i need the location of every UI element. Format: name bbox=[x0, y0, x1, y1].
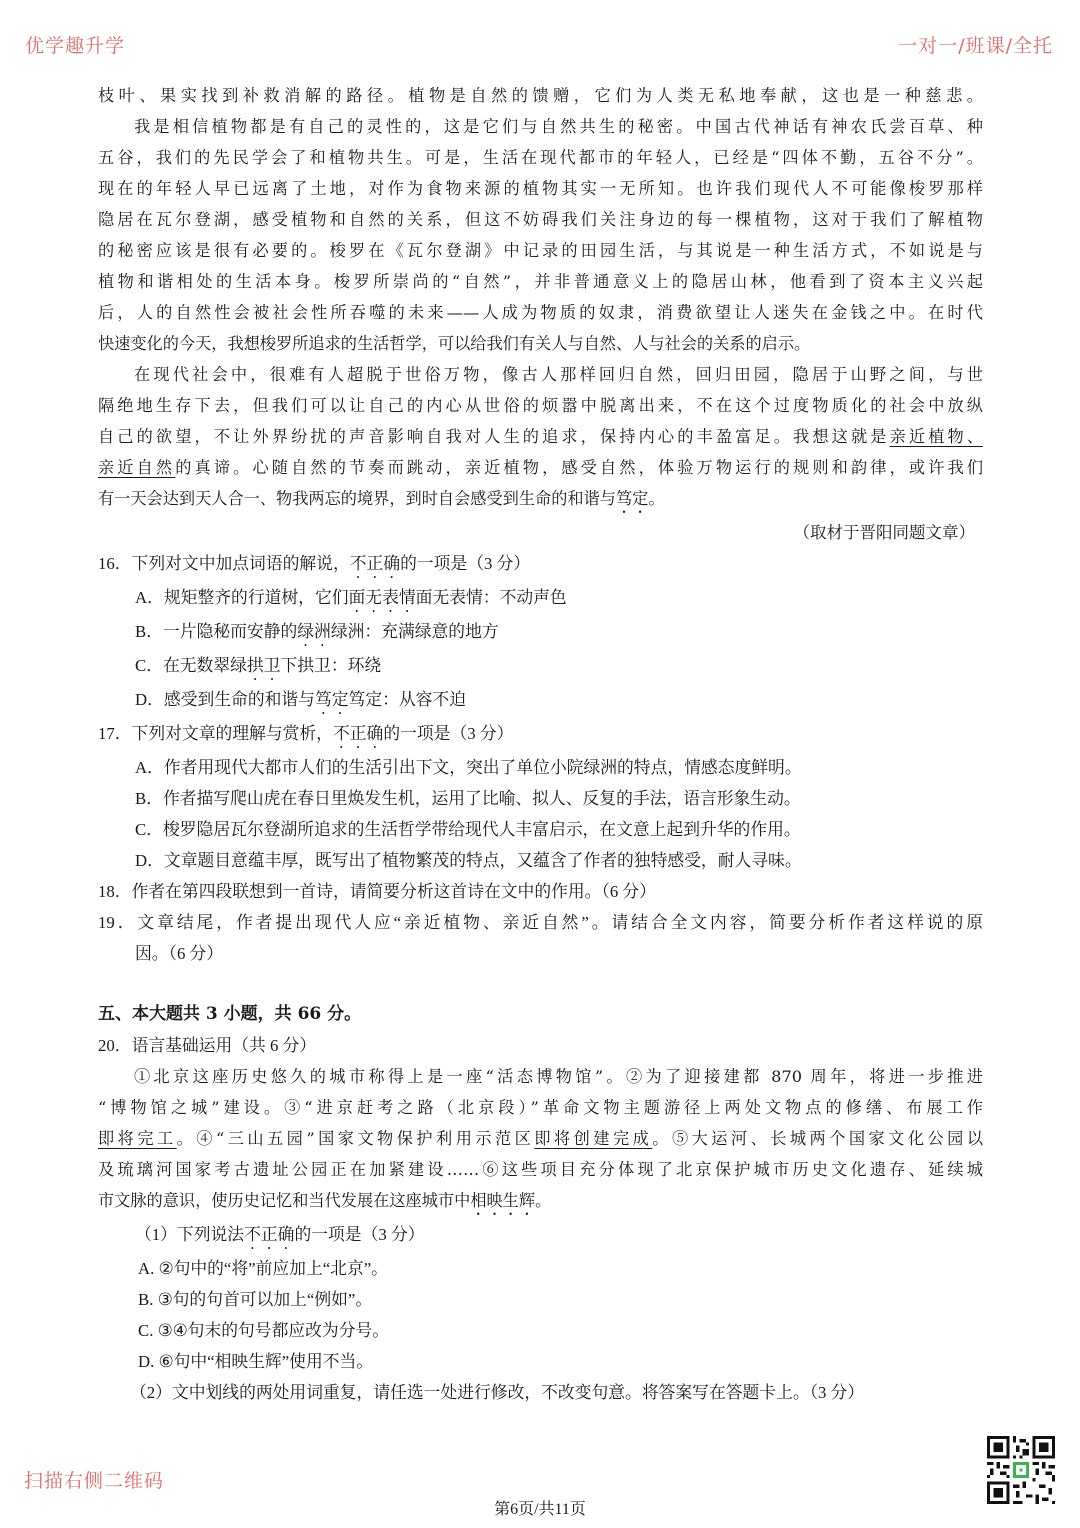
underlined-phrase: 即将完工 bbox=[98, 1129, 177, 1148]
passage-line: 五谷，我们的先民学会了和植物共生。可是，生活在现代都市的年轻人，已经是“四体不勤，五谷不分”。 bbox=[98, 148, 983, 167]
option-c: C．在无数翠绿拱卫下拱卫：环绕 bbox=[135, 656, 382, 675]
option-d: D．文章题目意蕴丰厚，既写出了植物繁茂的特点，又蕴含了作者的独特感受，耐人寻味。 bbox=[135, 851, 802, 870]
watermark-services: 一对一/班课/全托 bbox=[898, 35, 1053, 57]
option-b: B．作者描写爬山虎在春日里焕发生机，运用了比喻、拟人、反复的手法，语言形象生动。 bbox=[135, 789, 801, 808]
question-title: 20．语言基础运用（共 6 分） bbox=[98, 1036, 317, 1055]
passage-line: 我是相信植物都是有自己的灵性的，这是它们与自然共生的秘密。中国古代神话有神农氏尝百草、种 bbox=[134, 117, 983, 136]
page-number: 第6页/共11页 bbox=[494, 1501, 586, 1518]
underlined-phrase: 亲近自然 bbox=[98, 458, 176, 477]
option-d: D. ⑥句中“相映生辉”使用不当。 bbox=[138, 1352, 374, 1371]
underlined-phrase: 即将创建完成 bbox=[534, 1129, 653, 1148]
passage-line: 枝叶、果实找到补救消解的路径。植物是自然的馈赠，它们为人类无私地奉献，这也是一种慈悲。 bbox=[98, 86, 983, 105]
passage-line: 植物和谐相处的生活本身。梭罗所崇尚的“自然”，并非普通意义上的隐居山林，他看到了资本主义兴起 bbox=[98, 272, 983, 291]
option-c: C. ③④句末的句号都应改为分号。 bbox=[138, 1321, 390, 1340]
option-d: D．感受到生命的和谐与笃定笃定：从容不迫 bbox=[135, 690, 467, 709]
page-content bbox=[98, 80, 983, 1408]
dotted-word: 绿洲 bbox=[297, 622, 331, 641]
passage-line: 自己的欲望，不让外界纷扰的声音影响自我对人生的追求，保持内心的丰盈富足。我想这就是亲近植物、 bbox=[98, 427, 984, 446]
emphasis-marker: 不正确 bbox=[349, 554, 401, 573]
scan-hint: 扫描右侧二维码 bbox=[24, 1470, 165, 1492]
option-b: B. ③句的句首可以加上“例如”。 bbox=[138, 1290, 373, 1309]
watermark-brand: 优学趣升学 bbox=[25, 35, 126, 57]
passage-line: 现在的年轻人早已远离了土地，对作为食物来源的植物其实一无所知。也许我们现代人不可能像梭罗那样 bbox=[98, 179, 983, 198]
option-a: A．规矩整齐的行道树，它们面无表情面无表情：不动声色 bbox=[135, 588, 567, 607]
qr-code-icon bbox=[987, 1436, 1055, 1504]
passage-line: ①北京这座历史悠久的城市称得上是一座“活态博物馆”。②为了迎接建都 870 周年，将进一步推进 bbox=[134, 1067, 983, 1086]
dotted-word: 相映生辉 bbox=[470, 1191, 536, 1210]
dotted-word: 拱卫 bbox=[246, 656, 281, 675]
passage-line: 及琉璃河国家考古遗址公园正在加紧建设……⑥这些项目充分体现了北京保护城市历史文化遗存、延续城 bbox=[98, 1160, 983, 1179]
option-b: B．一片隐秘而安静的绿洲绿洲：充满绿意的地方 bbox=[135, 622, 499, 641]
emphasis-marker: 不正确 bbox=[244, 1225, 295, 1244]
question-18: 18．作者在第四段联想到一首诗，请简要分析这首诗在文中的作用。（6 分） bbox=[98, 882, 656, 901]
passage-line: “博物馆之城”建设。③“进京赶考之路（北京段）”革命文物主题游径上两处文物点的修缮、布展工作 bbox=[98, 1098, 983, 1117]
question-stem: 17．下列对文章的理解与赏析，不正确的一项是（3 分） bbox=[98, 724, 514, 743]
passage-line: 即将完工。④“三山五园”国家文物保护利用示范区即将创建完成。⑤大运河、长城两个国家文化公园以 bbox=[98, 1129, 984, 1148]
passage-line: 亲近自然的真谛。心随自然的节奏而跳动，亲近植物，感受自然，体验万物运行的规则和韵律，或许我们 bbox=[98, 458, 984, 477]
question-20 bbox=[98, 1030, 983, 1408]
section-title: 五、本大题共 3 小题，共 66 分。 bbox=[98, 1004, 362, 1024]
question-19: 19．文章结尾，作者提出现代人应“亲近植物、亲近自然”。请结合全文内容，简要分析作者这样说的原 因。（6 分） bbox=[98, 913, 983, 963]
question-17 bbox=[98, 718, 983, 876]
question-stem: 16．下列对文中加点词语的解说，不正确的一项是（3 分） bbox=[98, 554, 531, 573]
option-c: C．梭罗隐居瓦尔登湖所追求的生活哲学带给现代人丰富启示，在文意上起到升华的作用。 bbox=[135, 820, 801, 839]
reading-passage bbox=[98, 80, 983, 548]
passage-line: 隔绝地生存下去，但我们可以让自己的内心从世俗的烦嚣中脱离出来，不在这个过度物质化的社会中放纵 bbox=[98, 396, 983, 415]
passage-line: 快速变化的今天，我想梭罗所追求的生活哲学，可以给我们有关人与自然、人与社会的关系的启示。 bbox=[98, 334, 811, 353]
dotted-word: 笃定 bbox=[616, 489, 649, 508]
passage-line: 的秘密应该是很有必要的。梭罗在《瓦尔登湖》中记录的田园生活，与其说是一种生活方式，不如说是与 bbox=[98, 241, 983, 260]
emphasis-marker: 不正确 bbox=[332, 724, 384, 743]
sub-question-2: （2）文中划线的两处用词重复，请任选一处进行修改，不改变句意。将答案写在答题卡上。（3 分） bbox=[130, 1383, 865, 1402]
passage-line: 有一天会达到天人合一、物我两忘的境界，到时自会感受到生命的和谐与笃定。 bbox=[98, 489, 665, 508]
question-16 bbox=[98, 548, 983, 718]
sub-question-1: （1）下列说法不正确的一项是（3 分） bbox=[135, 1225, 425, 1244]
option-a: A. ②句中的“将”前应加上“北京”。 bbox=[138, 1259, 388, 1278]
option-a: A．作者用现代大都市人们的生活引出下文，突出了单位小院绿洲的特点，情感态度鲜明。 bbox=[135, 758, 802, 777]
dotted-word: 笃定 bbox=[314, 690, 349, 709]
dotted-word: 面无表情 bbox=[348, 588, 416, 607]
passage-line: 市文脉的意识，使历史记忆和当代发展在这座城市中相映生辉。 bbox=[98, 1191, 552, 1210]
source-credit: （取材于晋阳同题文章） bbox=[793, 523, 975, 542]
underlined-phrase: 亲近植物、 bbox=[889, 427, 984, 446]
passage-line: 后，人的自然性会被社会性所吞噬的未来——人成为物质的奴隶，消费欲望让人迷失在金钱之中。在时代 bbox=[98, 303, 983, 322]
passage-line: 隐居在瓦尔登湖，感受植物和自然的关系，但这不妨碍我们关注身边的每一棵植物，这对于我们了解植物 bbox=[98, 210, 983, 229]
passage-line: 在现代社会中，很难有人超脱于世俗万物，像古人那样回归自然，回归田园，隐居于山野之间，与世 bbox=[134, 365, 983, 384]
